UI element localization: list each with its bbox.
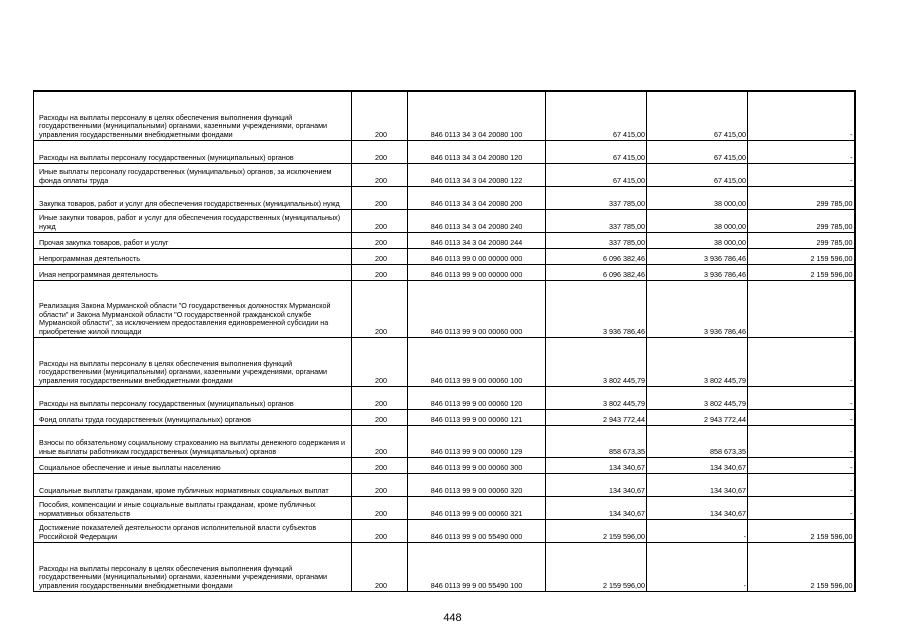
row-amount-unexecuted: 299 785,00 [748, 186, 855, 209]
row-name-cell: Пособия, компенсации и иные социальные выплаты гражданам, кроме публичных нормативных обязательств [34, 496, 352, 519]
row-name-cell: Иная непрограммная деятельность [34, 264, 352, 280]
budget-table [33, 90, 856, 592]
row-amount-approved: 858 673,35 [546, 425, 647, 457]
row-amount-executed: 2 943 772,44 [647, 409, 748, 425]
row-name-cell: Социальные выплаты гражданам, кроме публичных нормативных социальных выплат [34, 473, 352, 496]
row-kbk-cell: 846 0113 34 3 04 20080 240 [408, 209, 546, 232]
table-body [34, 91, 855, 591]
row-amount-unexecuted: 2 159 596,00 [748, 542, 855, 591]
row-amount-executed: 3 936 786,46 [647, 264, 748, 280]
row-code-cell: 200 [352, 163, 408, 186]
row-name-cell: Расходы на выплаты персоналу государственных (муниципальных) органов [34, 386, 352, 409]
table-row [34, 409, 855, 425]
row-kbk-cell: 846 0113 34 3 04 20080 100 [408, 91, 546, 140]
row-code-cell: 200 [352, 280, 408, 337]
row-code-cell: 200 [352, 337, 408, 386]
row-amount-executed: 67 415,00 [647, 91, 748, 140]
row-amount-unexecuted: 2 159 596,00 [748, 264, 855, 280]
table-row [34, 386, 855, 409]
row-code-cell: 200 [352, 425, 408, 457]
table-row [34, 248, 855, 264]
row-amount-executed: 134 340,67 [647, 473, 748, 496]
row-amount-executed: 3 802 445,79 [647, 386, 748, 409]
row-kbk-cell: 846 0113 34 3 04 20080 120 [408, 140, 546, 163]
table-row [34, 337, 855, 386]
row-amount-approved: 6 096 382,46 [546, 264, 647, 280]
row-amount-unexecuted: - [748, 280, 855, 337]
row-amount-executed: 134 340,67 [647, 496, 748, 519]
row-kbk-cell: 846 0113 99 9 00 55490 100 [408, 542, 546, 591]
row-name-cell: Фонд оплаты труда государственных (муниципальных) органов [34, 409, 352, 425]
row-code-cell: 200 [352, 473, 408, 496]
row-amount-unexecuted: 299 785,00 [748, 232, 855, 248]
table-row [34, 425, 855, 457]
row-name-cell: Социальное обеспечение и иные выплаты населению [34, 457, 352, 473]
row-amount-executed: 38 000,00 [647, 186, 748, 209]
row-code-cell: 200 [352, 496, 408, 519]
row-amount-unexecuted: - [748, 386, 855, 409]
table-row [34, 163, 855, 186]
row-kbk-cell: 846 0113 99 9 00 00060 000 [408, 280, 546, 337]
row-name-cell: Иные выплаты персоналу государственных (муниципальных) органов, за исключением фонда оплаты труда [34, 163, 352, 186]
row-amount-unexecuted: - [748, 163, 855, 186]
row-amount-approved: 67 415,00 [546, 163, 647, 186]
row-amount-executed: - [647, 519, 748, 542]
table-row [34, 186, 855, 209]
row-kbk-cell: 846 0113 99 9 00 00060 120 [408, 386, 546, 409]
row-amount-approved: 134 340,67 [546, 473, 647, 496]
table-row [34, 209, 855, 232]
row-kbk-cell: 846 0113 99 9 00 00060 129 [408, 425, 546, 457]
row-amount-executed: 858 673,35 [647, 425, 748, 457]
row-amount-approved: 3 802 445,79 [546, 337, 647, 386]
row-name-cell: Иные закупки товаров, работ и услуг для обеспечения государственных (муниципальных) нужд [34, 209, 352, 232]
row-amount-approved: 67 415,00 [546, 91, 647, 140]
row-kbk-cell: 846 0113 99 9 00 00060 300 [408, 457, 546, 473]
row-name-cell: Непрограммная деятельность [34, 248, 352, 264]
row-name-cell: Расходы на выплаты персоналу в целях обеспечения выполнения функций государственными (муниципальными) органами, казенными учреждениями, органами управления государственными внебюджетными фондами [34, 337, 352, 386]
table-row [34, 542, 855, 591]
table-row [34, 519, 855, 542]
row-amount-approved: 134 340,67 [546, 457, 647, 473]
row-amount-executed: 3 936 786,46 [647, 280, 748, 337]
row-amount-unexecuted: 2 159 596,00 [748, 248, 855, 264]
row-code-cell: 200 [352, 264, 408, 280]
page-number: 448 [443, 612, 462, 624]
row-amount-approved: 2 943 772,44 [546, 409, 647, 425]
row-amount-executed: 38 000,00 [647, 209, 748, 232]
row-kbk-cell: 846 0113 99 9 00 00060 121 [408, 409, 546, 425]
row-amount-approved: 67 415,00 [546, 140, 647, 163]
table-row [34, 264, 855, 280]
row-kbk-cell: 846 0113 99 9 00 00060 100 [408, 337, 546, 386]
row-amount-approved: 337 785,00 [546, 209, 647, 232]
table-row [34, 91, 855, 140]
row-amount-executed: 67 415,00 [647, 163, 748, 186]
row-code-cell: 200 [352, 91, 408, 140]
row-kbk-cell: 846 0113 99 9 00 00060 320 [408, 473, 546, 496]
row-amount-unexecuted: - [748, 425, 855, 457]
row-amount-executed: 134 340,67 [647, 457, 748, 473]
row-code-cell: 200 [352, 409, 408, 425]
row-amount-unexecuted: - [748, 91, 855, 140]
row-amount-approved: 337 785,00 [546, 232, 647, 248]
row-amount-unexecuted: 2 159 596,00 [748, 519, 855, 542]
row-kbk-cell: 846 0113 99 9 00 00000 000 [408, 264, 546, 280]
row-amount-unexecuted: - [748, 457, 855, 473]
table-row [34, 280, 855, 337]
row-amount-executed: 3 936 786,46 [647, 248, 748, 264]
row-code-cell: 200 [352, 542, 408, 591]
row-kbk-cell: 846 0113 99 0 00 00000 000 [408, 248, 546, 264]
row-amount-approved: 3 802 445,79 [546, 386, 647, 409]
row-name-cell: Расходы на выплаты персоналу в целях обеспечения выполнения функций государственными (муниципальными) органами, казенными учреждениями, органами управления государственными внебюджетными фондами [34, 91, 352, 140]
row-code-cell: 200 [352, 248, 408, 264]
row-amount-executed: - [647, 542, 748, 591]
row-code-cell: 200 [352, 232, 408, 248]
row-name-cell: Расходы на выплаты персоналу государственных (муниципальных) органов [34, 140, 352, 163]
row-amount-executed: 38 000,00 [647, 232, 748, 248]
row-name-cell: Достижение показателей деятельности органов исполнительной власти субъектов Российской Федерации [34, 519, 352, 542]
table-row [34, 140, 855, 163]
row-code-cell: 200 [352, 386, 408, 409]
row-amount-unexecuted: - [748, 409, 855, 425]
table-row [34, 496, 855, 519]
row-amount-approved: 3 936 786,46 [546, 280, 647, 337]
row-amount-unexecuted: - [748, 496, 855, 519]
row-amount-approved: 6 096 382,46 [546, 248, 647, 264]
row-kbk-cell: 846 0113 34 3 04 20080 244 [408, 232, 546, 248]
row-code-cell: 200 [352, 457, 408, 473]
table-row [34, 457, 855, 473]
row-code-cell: 200 [352, 209, 408, 232]
row-amount-approved: 337 785,00 [546, 186, 647, 209]
row-amount-executed: 3 802 445,79 [647, 337, 748, 386]
row-kbk-cell: 846 0113 99 9 00 00060 321 [408, 496, 546, 519]
row-code-cell: 200 [352, 186, 408, 209]
row-amount-executed: 67 415,00 [647, 140, 748, 163]
row-name-cell: Прочая закупка товаров, работ и услуг [34, 232, 352, 248]
row-name-cell: Взносы по обязательному социальному страхованию на выплаты денежного содержания и иные выплаты работникам государственных (муниципальных) органов [34, 425, 352, 457]
row-code-cell: 200 [352, 140, 408, 163]
row-code-cell: 200 [352, 519, 408, 542]
row-name-cell: Расходы на выплаты персоналу в целях обеспечения выполнения функций государственными (муниципальными) органами, казенными учреждениями, органами управления государственными внебюджетными фондами [34, 542, 352, 591]
row-amount-approved: 2 159 596,00 [546, 542, 647, 591]
row-kbk-cell: 846 0113 99 9 00 55490 000 [408, 519, 546, 542]
row-amount-approved: 134 340,67 [546, 496, 647, 519]
row-amount-unexecuted: - [748, 337, 855, 386]
row-kbk-cell: 846 0113 34 3 04 20080 200 [408, 186, 546, 209]
row-amount-unexecuted: - [748, 473, 855, 496]
table-row [34, 473, 855, 496]
row-amount-unexecuted: - [748, 140, 855, 163]
row-kbk-cell: 846 0113 34 3 04 20080 122 [408, 163, 546, 186]
table-row [34, 232, 855, 248]
row-amount-approved: 2 159 596,00 [546, 519, 647, 542]
row-name-cell: Закупка товаров, работ и услуг для обеспечения государственных (муниципальных) нужд [34, 186, 352, 209]
row-amount-unexecuted: 299 785,00 [748, 209, 855, 232]
row-name-cell: Реализация Закона Мурманской области "О государственных должностях Мурманской области" и Закона Мурманской области "О государственной гражданской службе Мурманской области", за исключением предоставления единовременной субсидии на приобретение жилой площади [34, 280, 352, 337]
